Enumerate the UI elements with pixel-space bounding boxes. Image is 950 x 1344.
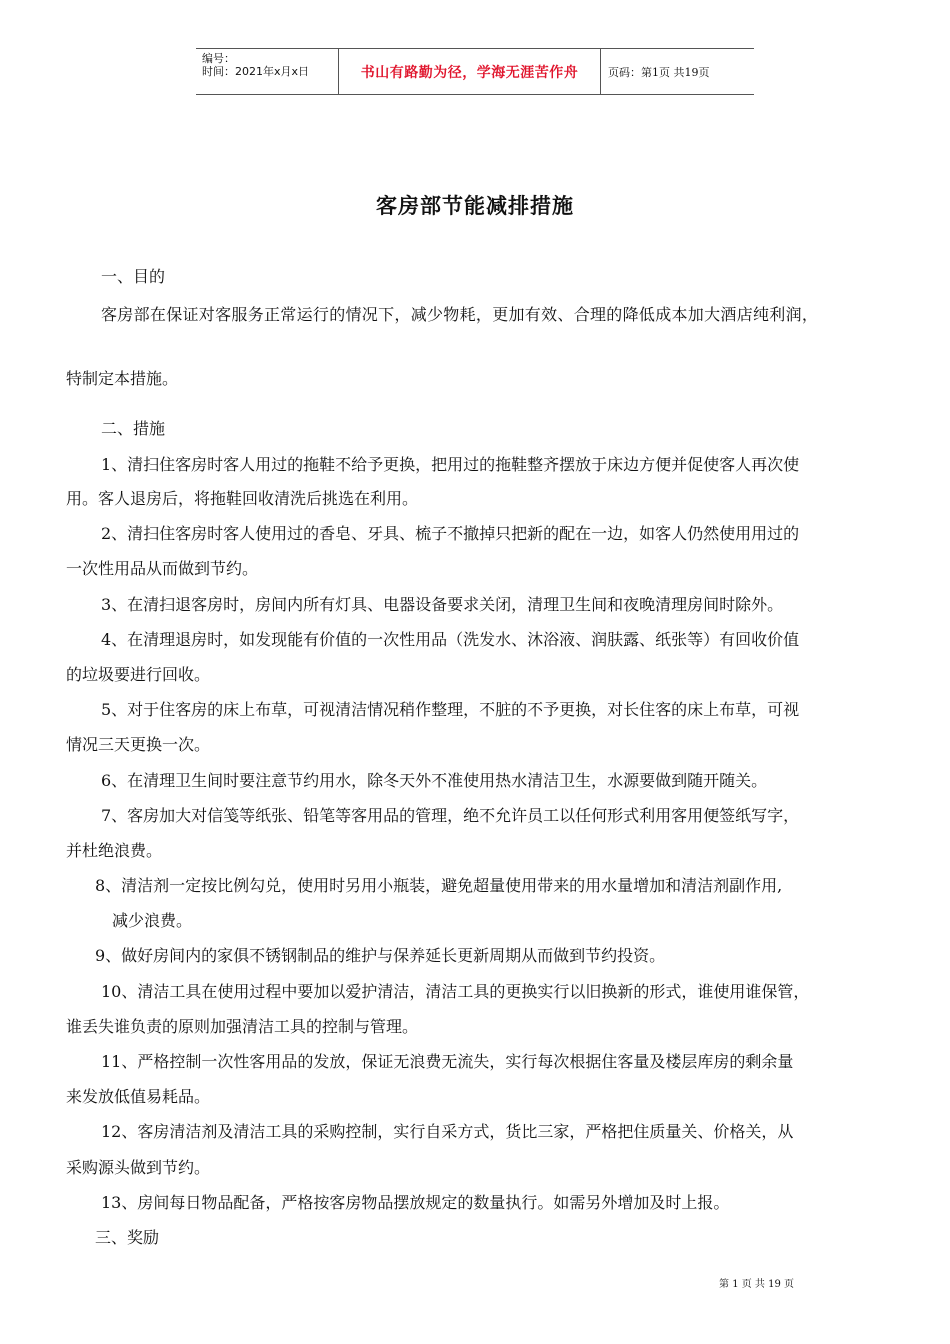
header-meta-cell: [196, 49, 339, 94]
measure-line: 一次性用品从而做到节约。: [66, 559, 259, 578]
measure-line: 的垃圾要进行回收。: [66, 665, 211, 684]
page-header: [196, 48, 754, 95]
section-heading-purpose: 一、目的: [101, 267, 166, 286]
measure-line: 情况三天更换一次。: [66, 735, 211, 754]
measure-line: 11、严格控制一次性客用品的发放，保证无浪费无流失，实行每次根据住客量及楼层库房的剩余量: [101, 1052, 794, 1071]
measure-line: 减少浪费。: [112, 911, 193, 930]
header-motto: 书山有路勤为径，学海无涯苦作舟: [339, 49, 601, 94]
measure-line: 10、清洁工具在使用过程中要加以爱护清洁，清洁工具的更换实行以旧换新的形式，谁使用谁保管，: [101, 982, 810, 1001]
document-title: 客房部节能减排措施: [376, 194, 574, 218]
measure-line: 8、清洁剂一定按比例勾兑，使用时另用小瓶装，避免超量使用带来的用水量增加和清洁剂副作用,: [95, 876, 783, 895]
measure-line: 用。客人退房后，将拖鞋回收清洗后挑选在利用。: [66, 489, 419, 508]
section-heading-rewards: 三、奖励: [95, 1228, 160, 1247]
measure-line: 3、在清扫退客房时，房间内所有灯具、电器设备要求关闭，清理卫生间和夜晚清理房间时除外。: [101, 595, 784, 614]
measure-line: 7、客房加大对信笺等纸张、铅笔等客用品的管理，绝不允许员工以任何形式利用客用便签纸写字，: [101, 806, 800, 825]
measure-line: 13、房间每日物品配备，严格按客房物品摆放规定的数量执行。如需另外增加及时上报。: [101, 1193, 730, 1212]
date-label: 时间：2021年x月x日: [202, 65, 310, 78]
measure-line: 4、在清理退房时，如发现能有价值的一次性用品（洗发水、沐浴液、润肤露、纸张等）有回收价值: [101, 630, 800, 649]
measure-line: 采购源头做到节约。: [66, 1158, 211, 1177]
paragraph-line: 客房部在保证对客服务正常运行的情况下，减少物耗，更加有效、合理的降低成本加大酒店纯利润，: [101, 305, 819, 324]
paragraph-line: 特制定本措施。: [66, 369, 179, 388]
measure-line: 并杜绝浪费。: [66, 841, 163, 860]
measure-line: 1、清扫住客房时客人用过的拖鞋不给予更换，把用过的拖鞋整齐摆放于床边方便并促使客人再次使: [101, 455, 800, 474]
page-footer: 第 1 页 共 19 页: [719, 1279, 794, 1290]
measure-line: 2、清扫住客房时客人使用过的香皂、牙具、梳子不撤掉只把新的配在一边，如客人仍然使用用过的: [101, 524, 800, 543]
measure-line: 6、在清理卫生间时要注意节约用水，除冬天外不准使用热水清洁卫生，水源要做到随开随关。: [101, 771, 768, 790]
measure-line: 9、做好房间内的家俱不锈钢制品的维护与保养延长更新周期从而做到节约投资。: [95, 946, 666, 965]
measure-line: 5、对于住客房的床上布草，可视清洁情况稍作整理，不脏的不予更换，对长住客的床上布草，可视: [101, 700, 800, 719]
measure-line: 12、客房清洁剂及清洁工具的采购控制，实行自采方式，货比三家，严格把住质量关、价格关，从: [101, 1122, 794, 1141]
serial-label: 编号：: [202, 52, 235, 65]
section-heading-measures: 二、措施: [101, 419, 166, 438]
measure-line: 来发放低值易耗品。: [66, 1087, 211, 1106]
measure-line: 谁丢失谁负责的原则加强清洁工具的控制与管理。: [66, 1017, 419, 1036]
header-page-code: 页码：第1页 共19页: [608, 65, 710, 79]
